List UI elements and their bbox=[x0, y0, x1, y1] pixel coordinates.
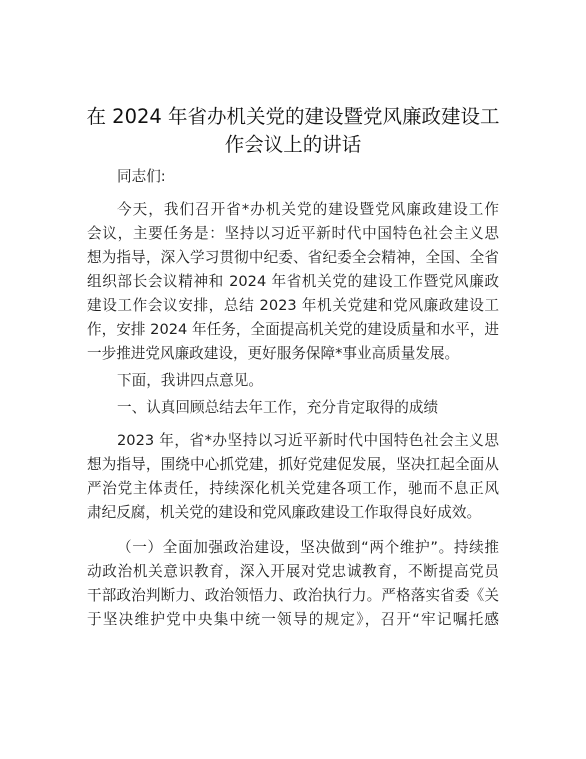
paragraph-4-line-1: （一）全面加强政治建设，坚决做到“两个维护”。持续推 bbox=[117, 539, 499, 556]
paragraph-1-line-7: 一步推进党风廉政建设，更好服务保障*事业高质量发展。 bbox=[87, 345, 460, 362]
salutation: 同志们: bbox=[117, 168, 166, 185]
paragraph-4-line-4: 于坚决维护党中央集中统一领导的规定》，召开“牢记嘱托感 bbox=[87, 611, 499, 628]
paragraph-1-line-2: 会议，主要任务是：坚持以习近平新时代中国特色社会主义思 bbox=[87, 225, 499, 242]
paragraph-3-line-4: 肃纪反腐，机关党的建设和党风廉政建设工作取得良好成效。 bbox=[87, 504, 482, 521]
paragraph-1-line-1: 今天，我们召开省*办机关党的建设暨党风廉政建设工作 bbox=[117, 201, 499, 218]
paragraph-3-line-3: 严治党主体责任，持续深化机关党建各项工作，驰而不息正风 bbox=[87, 480, 499, 497]
paragraph-2: 下面，我讲四点意见。 bbox=[117, 372, 263, 389]
document-title-line-1: 在 2024 年省办机关党的建设暨党风廉政建设工 bbox=[86, 105, 500, 128]
paragraph-3-line-2: 想为指导，围绕中心抓党建，抓好党建促发展，坚决扛起全面从 bbox=[87, 456, 499, 473]
paragraph-1-line-6: 作，安排 2024 年任务，全面提高机关党的建设质量和水平，进 bbox=[87, 321, 499, 338]
paragraph-1-line-4: 组织部长会议精神和 2024 年省机关党的建设工作暨党风廉政 bbox=[87, 273, 499, 290]
document-title-line-2: 作会议上的讲话 bbox=[224, 133, 362, 156]
paragraph-1-line-5: 建设工作会议安排，总结 2023 年机关党建和党风廉政建设工 bbox=[87, 297, 499, 314]
paragraph-1-line-3: 想为指导，深入学习贯彻中纪委、省纪委全会精神，全国、全省 bbox=[87, 249, 499, 266]
paragraph-3-line-1: 2023 年，省*办坚持以习近平新时代中国特色社会主义思 bbox=[117, 432, 499, 449]
section-heading-1: 一、认真回顾总结去年工作，充分肯定取得的成绩 bbox=[117, 399, 439, 416]
paragraph-4-line-2: 动政治机关意识教育，深入开展对党忠诚教育，不断提高党员 bbox=[87, 563, 499, 580]
paragraph-4-line-3: 干部政治判断力、政治领悟力、政治执行力。严格落实省委《关 bbox=[87, 587, 499, 604]
